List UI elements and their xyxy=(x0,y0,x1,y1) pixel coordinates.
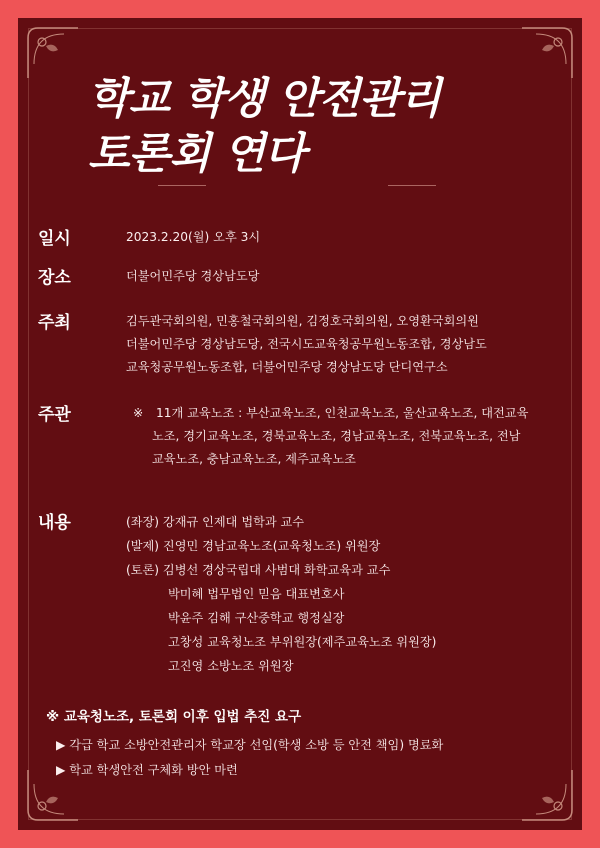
notice-item: ▶ 각급 학교 소방안전관리자 학교장 선임(학생 소방 등 안전 책임) 명료화 xyxy=(56,738,444,752)
title-line-1: 학교 학생 안전관리 xyxy=(88,74,441,124)
content-line: 박미혜 법무법인 믿음 대표변호사 xyxy=(168,587,345,601)
host-value xyxy=(126,310,487,379)
date-label: 일시 xyxy=(38,229,71,249)
content-line: (좌장) 강재규 인제대 법학과 교수 xyxy=(126,515,305,529)
poster xyxy=(18,18,582,830)
host-label: 주최 xyxy=(38,313,71,333)
organizer-line: 노조, 경기교육노조, 경북교육노조, 경남교육노조, 전북교육노조, 전남 xyxy=(152,429,521,443)
notice-title: ※ 교육청노조, 토론회 이후 입법 추진 요구 xyxy=(46,709,302,725)
title-divider-right xyxy=(388,185,436,186)
title-divider-left xyxy=(158,185,206,186)
content-line: (토론) 김병선 경상국립대 사범대 화학교육과 교수 xyxy=(126,563,391,577)
organizer-label: 주관 xyxy=(38,405,71,425)
reference-mark-icon: ※ xyxy=(133,406,144,420)
place-label: 장소 xyxy=(38,268,71,288)
organizer-line: 교육노조, 충남교육노조, 제주교육노조 xyxy=(152,452,356,466)
place-value: 더불어민주당 경상남도당 xyxy=(126,269,260,283)
content-label: 내용 xyxy=(38,513,71,533)
content-value xyxy=(126,510,436,678)
notice-item: ▶ 학교 학생안전 구체화 방안 마련 xyxy=(56,763,238,777)
corner-ornament-icon xyxy=(518,766,576,824)
content-line: (발제) 진영민 경남교육노조(교육청노조) 위원장 xyxy=(126,539,381,553)
poster-title xyxy=(88,72,548,182)
organizer-value xyxy=(152,402,529,471)
organizer-line: 11개 교육노조 : 부산교육노조, 인천교육노조, 울산교육노조, 대전교육 xyxy=(156,406,529,420)
content-line: 고진영 소방노조 위원장 xyxy=(168,659,294,673)
title-line-2: 토론회 연다 xyxy=(88,129,305,179)
date-value: 2023.2.20(월) 오후 3시 xyxy=(126,230,261,244)
host-line: 김두관국회의원, 민홍철국회의원, 김정호국회의원, 오영환국회의원 xyxy=(126,314,479,328)
host-line: 교육청공무원노동조합, 더불어민주당 경상남도당 단디연구소 xyxy=(126,360,448,374)
content-line: 고창성 교육청노조 부위원장(제주교육노조 위원장) xyxy=(168,635,437,649)
host-line: 더불어민주당 경상남도당, 전국시도교육청공무원노동조합, 경상남도 xyxy=(126,337,487,351)
corner-ornament-icon xyxy=(24,24,82,82)
content-line: 박윤주 김해 구산중학교 행정실장 xyxy=(168,611,345,625)
